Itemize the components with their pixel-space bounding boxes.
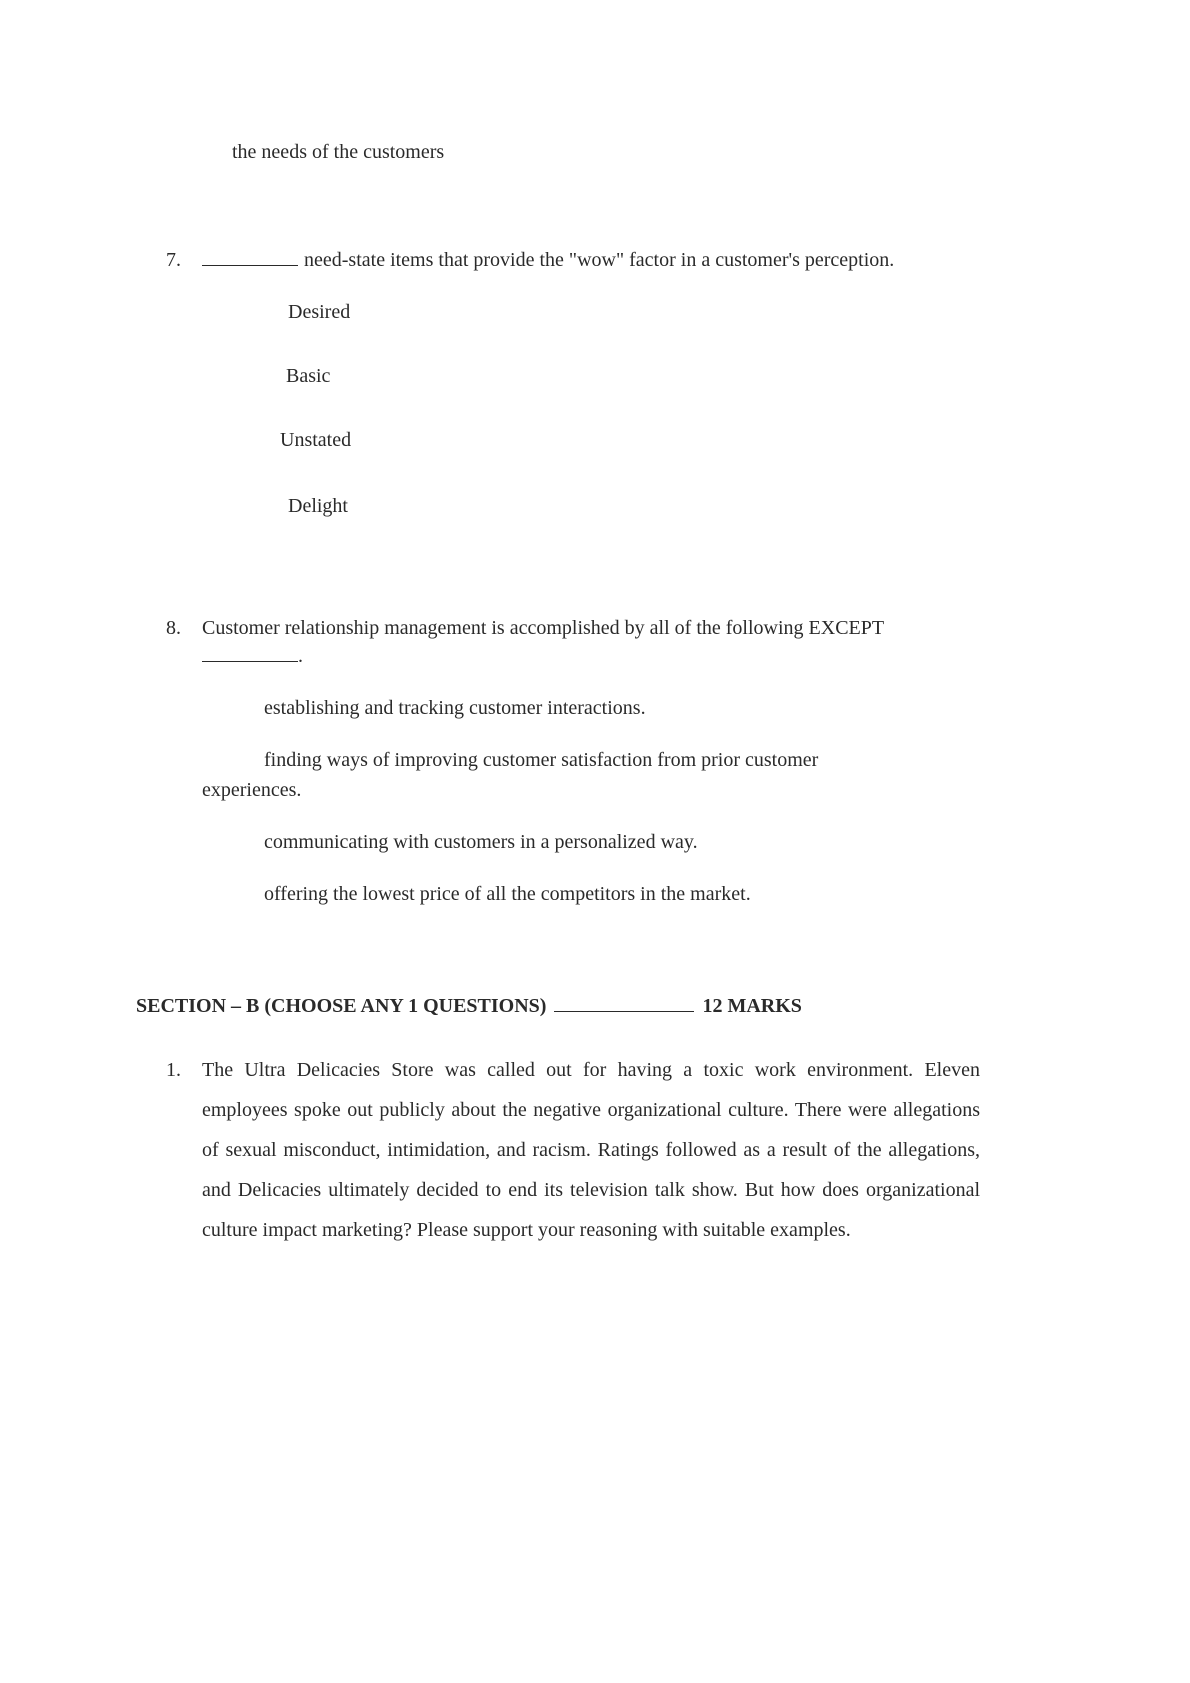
question-stem-line-1: Customer relationship management is accomplished by all of the following EXCEPT [202,617,885,639]
top-text-fragment: the needs of the customers [232,141,445,163]
option-b: Basic [286,365,331,387]
heading-rule [554,999,694,1012]
section-b-heading [136,994,802,1018]
option-b-line-2: experiences. [202,779,302,801]
section-heading-marks: 12 MARKS [702,995,802,1017]
question-number: 8. [166,617,181,639]
question-number: 7. [166,249,181,271]
section-b-question-number: 1. [166,1059,181,1081]
answer-blank [202,647,298,662]
option-a: establishing and tracking customer interactions. [264,697,646,719]
option-c: Unstated [280,429,352,451]
stem-suffix: . [298,645,303,667]
section-b-question-text: The Ultra Delicacies Store was called out for having a toxic work environment. Eleven employees spoke out publicly about the negative organizational culture. There were allegations of sexual misconduct, intimidation, and racism. Ratings followed as a result of the allegations, and Delicacies ultimately decided to end its television talk show. But how does organizational culture impact marketing? Please support your reasoning with suitable examples. [202,1059,980,1241]
question-8 [166,616,884,640]
section-heading-title: SECTION – B (CHOOSE ANY 1 QUESTIONS) [136,995,547,1017]
question-7 [166,248,894,272]
option-d: Delight [288,495,348,517]
option-b-line-1: finding ways of improving customer satisfaction from prior customer [264,749,819,771]
option-a: Desired [288,301,351,323]
option-d: offering the lowest price of all the competitors in the market. [264,883,751,905]
question-stem: need-state items that provide the "wow" factor in a customer's perception. [304,249,895,271]
answer-blank [202,251,298,266]
question-8-stem-line-2 [202,644,303,668]
option-c: communicating with customers in a personalized way. [264,831,698,853]
